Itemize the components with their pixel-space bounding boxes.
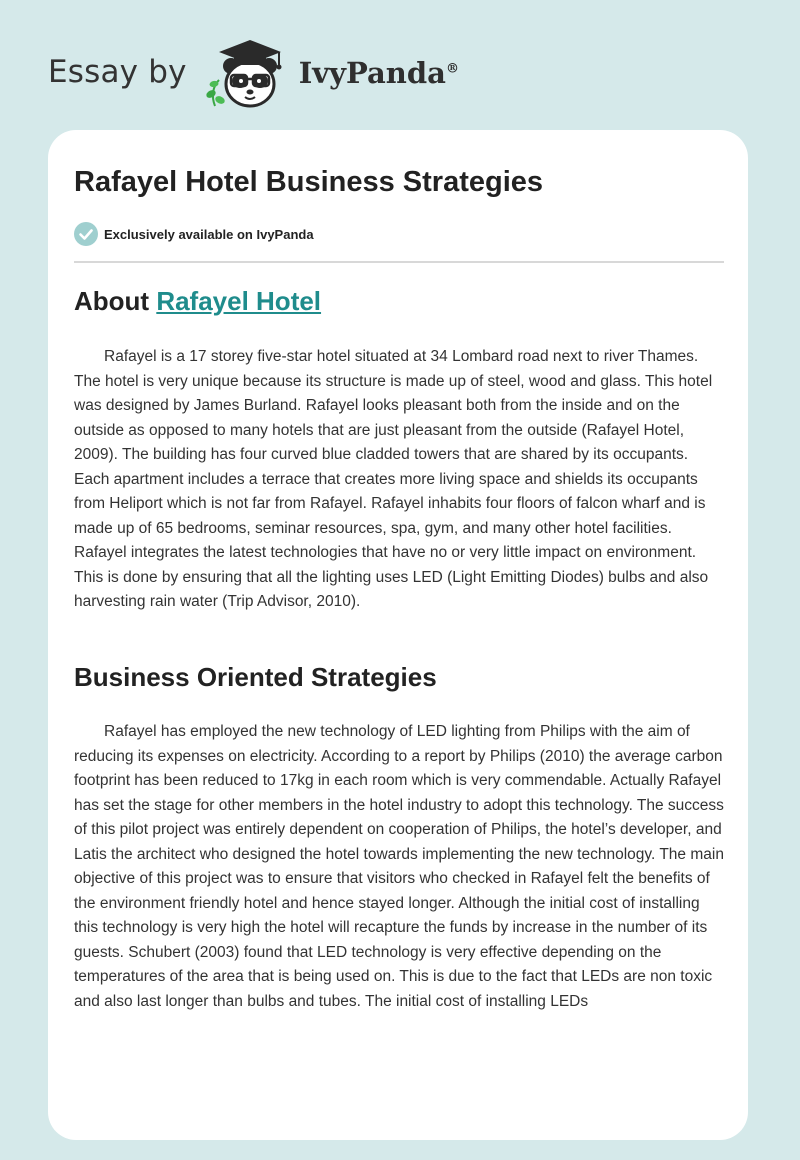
- panda-graduate-logo-icon: [201, 36, 293, 112]
- check-circle-icon: [74, 222, 98, 246]
- paragraph-business-strategies: Rafayel has employed the new technology of LED lighting from Philips with the aim of reducing its expenses on electricity. According to a report by Philips (2010) the average carbon footprint has been reduced to 17kg in each room which is very commendable. Actually Rafayel has set the stage for other members in the hotel industry to adopt this technology. The success of this pilot project was entirely dependent on cooperation of Philips, the hotel’s developer, and Latis the architect who designed the hotel towards implementing the new technology. The main objective of this project was to ensure that visitors who checked in Rafayel felt the benefits of the environment friendly hotel and hence stayed longer. Although the initial cost of installing this technology is very high the hotel will recapture the funds by increase in the number of its guests. Schubert (2003) found that LED technology is very effective depending on the temperatures of the area that is being used on. This is due to the fact that LEDs are non toxic and also last longer than bulbs and tubes. The initial cost of installing LEDs: [74, 723, 724, 1010]
- site-header: [48, 36, 459, 112]
- registered-mark: ®: [445, 61, 459, 77]
- section-heading-business-strategies: Business Oriented Strategies: [74, 662, 437, 692]
- section-heading-about: [74, 286, 321, 317]
- paragraph-about: Rafayel is a 17 storey five-star hotel situated at 34 Lombard road next to river Thames. The hotel is very unique because its structure is made up of steel, wood and glass. This hotel was designed by James Burland. Rafayel looks pleasant both from the inside and on the outside as opposed to many hotels that are just pleasant from the outside (Rafayel Hotel, 2009). The building has four curved blue cladded towers that are shared by its occupants. Each apartment includes a terrace that creates more living space and shields its occupants from Heliport which is not far from Rafayel. Rafayel inhabits four floors of falcon wharf and is made up of 65 bedrooms, seminar resources, spa, gym, and many other hotel facilities. Rafayel integrates the latest technologies that have no or very little impact on environment. This is done by ensuring that all the lighting uses LED (Light Emitting Diodes) bulbs and also harvesting rain water (Trip Advisor, 2010).: [74, 348, 713, 610]
- exclusive-badge: [74, 222, 314, 246]
- brand-name[interactable]: [299, 56, 459, 90]
- essay-card: [48, 130, 748, 1140]
- essay-by-label: Essay by: [48, 54, 187, 90]
- divider: [74, 261, 724, 263]
- brand-name-text: IvyPanda: [298, 56, 446, 90]
- section-heading-about-prefix: About: [74, 286, 157, 316]
- exclusive-badge-text: Exclusively available on IvyPanda: [104, 226, 314, 242]
- rafayel-hotel-link[interactable]: Rafayel Hotel: [156, 286, 322, 316]
- page-title: Rafayel Hotel Business Strategies: [74, 166, 544, 198]
